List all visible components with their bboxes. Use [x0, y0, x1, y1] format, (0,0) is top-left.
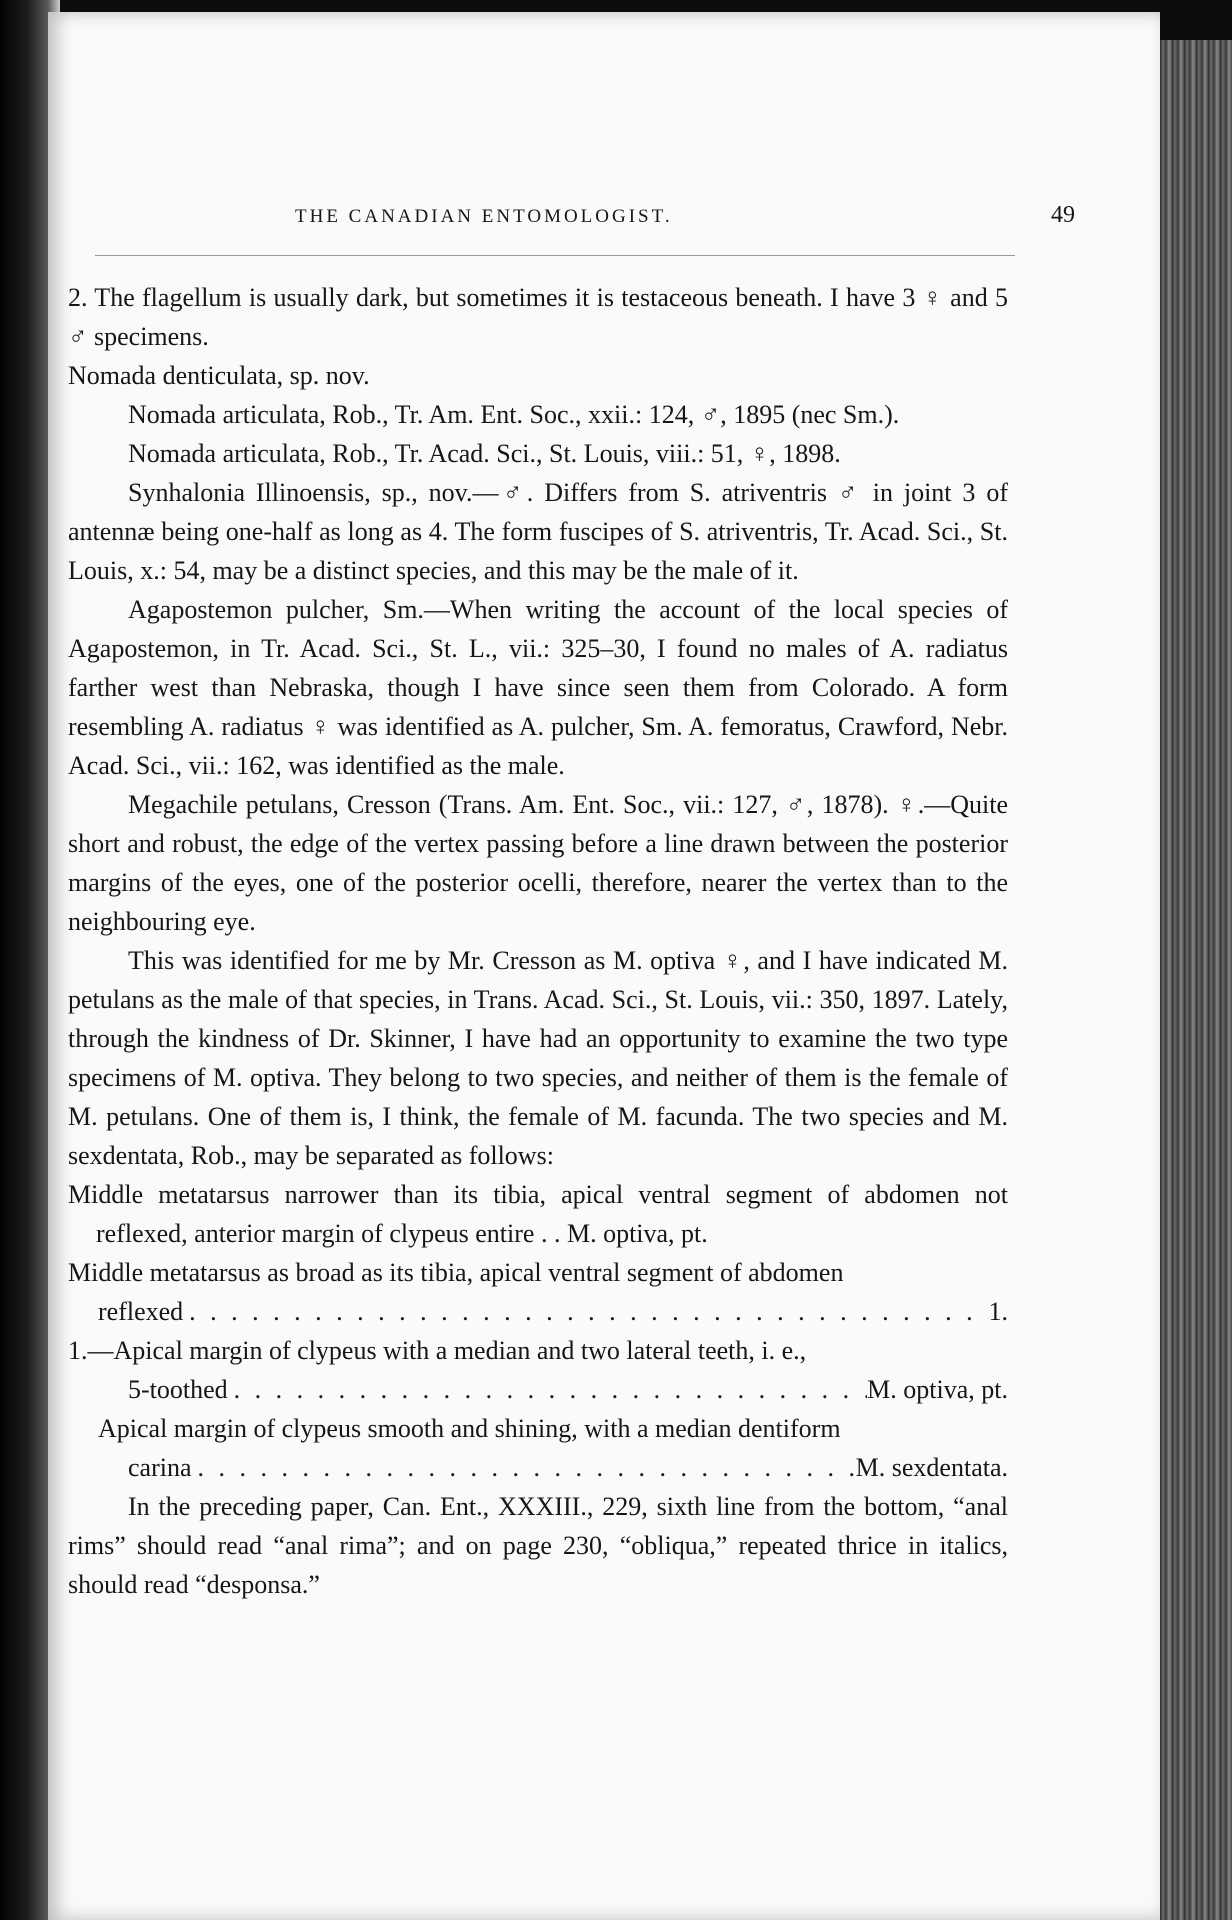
- key-couplet-a2-end: [68, 1292, 1008, 1331]
- species-description: Synhalonia Illinoensis, sp., nov.—♂. Differs from S. atriventris ♂ in joint 3 of antennæ being one-half as long as 4. The form fuscipes of S. atriventris, Tr. Acad. Sci., St. Louis, x.: 54, may be a distinct species, and this may be the male of it.: [68, 478, 1008, 585]
- key-couplet-b2: Apical margin of clypeus smooth and shining, with a median dentiform: [98, 1414, 841, 1443]
- dot-leader: [183, 1292, 988, 1331]
- key-result: 1.: [988, 1297, 1008, 1326]
- key-couplet-b1-end: [68, 1370, 1008, 1409]
- key-couplet-a2: Middle metatarsus as broad as its tibia, apical ventral segment of abdomen: [68, 1258, 844, 1287]
- paragraph: This was identified for me by Mr. Cresson as M. optiva ♀, and I have indicated M. petulans as the male of that species, in Trans. Acad. Sci., St. Louis, vii.: 350, 1897. Lately, through the kindness of Dr. Skinner, I have had an opportunity to examine the two type specimens of M. optiva. They belong to two species, and neither of them is the female of M. petulans. One of them is, I think, the female of M. facunda. The two species and M. sexdentata, Rob., may be separated as follows:: [68, 946, 1008, 1170]
- species-description: Agapostemon pulcher, Sm.—When writing the account of the local species of Agapostemon, in Tr. Acad. Sci., St. L., vii.: 325–30, I found no males of A. radiatus farther west than Nebraska, though I have since seen them from Colorado. A form resembling A. radiatus ♀ was identified as A. pulcher, Sm. A. femoratus, Crawford, Nebr. Acad. Sci., vii.: 162, was identified as the male.: [68, 595, 1008, 780]
- paragraph: 2. The flagellum is usually dark, but sometimes it is testaceous beneath. I have 3 ♀ and 5 ♂ specimens.: [68, 283, 1008, 351]
- running-header: [295, 202, 1075, 229]
- adjacent-page-edges: [1160, 40, 1232, 1920]
- erratum-note: In the preceding paper, Can. Ent., XXXIII., 229, sixth line from the bottom, “anal rims” should read “anal rima”; and on page 230, “obliqua,” repeated thrice in italics, should read “desponsa.”: [68, 1492, 1008, 1599]
- identification-key: [68, 1175, 1008, 1487]
- key-couplet-a1: Middle metatarsus narrower than its tibia, apical ventral segment of abdomen not reflexed, anterior margin of clypeus entire . . M. optiva, pt.: [68, 1180, 1008, 1248]
- synonym-citation: Nomada articulata, Rob., Tr. Acad. Sci., St. Louis, viii.: 51, ♀, 1898.: [128, 439, 841, 468]
- key-term: reflexed: [98, 1297, 184, 1326]
- key-result: M. optiva, pt.: [867, 1375, 1008, 1404]
- key-result: M. sexdentata.: [855, 1453, 1008, 1482]
- synonym-citation: Nomada articulata, Rob., Tr. Am. Ent. Soc., xxii.: 124, ♂, 1895 (nec Sm.).: [128, 400, 900, 429]
- species-heading: Nomada denticulata, sp. nov.: [68, 361, 370, 390]
- key-couplet-b1: 1.—Apical margin of clypeus with a median and two lateral teeth, i. e.,: [68, 1336, 807, 1365]
- header-rule: [95, 255, 1015, 256]
- article-text: [68, 278, 1008, 1604]
- key-term: carina: [128, 1453, 192, 1482]
- journal-title: THE CANADIAN ENTOMOLOGIST.: [295, 206, 673, 227]
- key-term: 5-toothed: [128, 1375, 228, 1404]
- key-couplet-b2-end: [68, 1448, 1008, 1487]
- dot-leader: [192, 1448, 856, 1487]
- page-number: 49: [1051, 202, 1075, 228]
- species-description: Megachile petulans, Cresson (Trans. Am. Ent. Soc., vii.: 127, ♂, 1878). ♀.—Quite short and robust, the edge of the vertex passing before a line drawn between the posterior margins of the eyes, one of the posterior ocelli, therefore, nearer the vertex than to the neighbouring eye.: [68, 790, 1008, 936]
- dot-leader: [228, 1370, 868, 1409]
